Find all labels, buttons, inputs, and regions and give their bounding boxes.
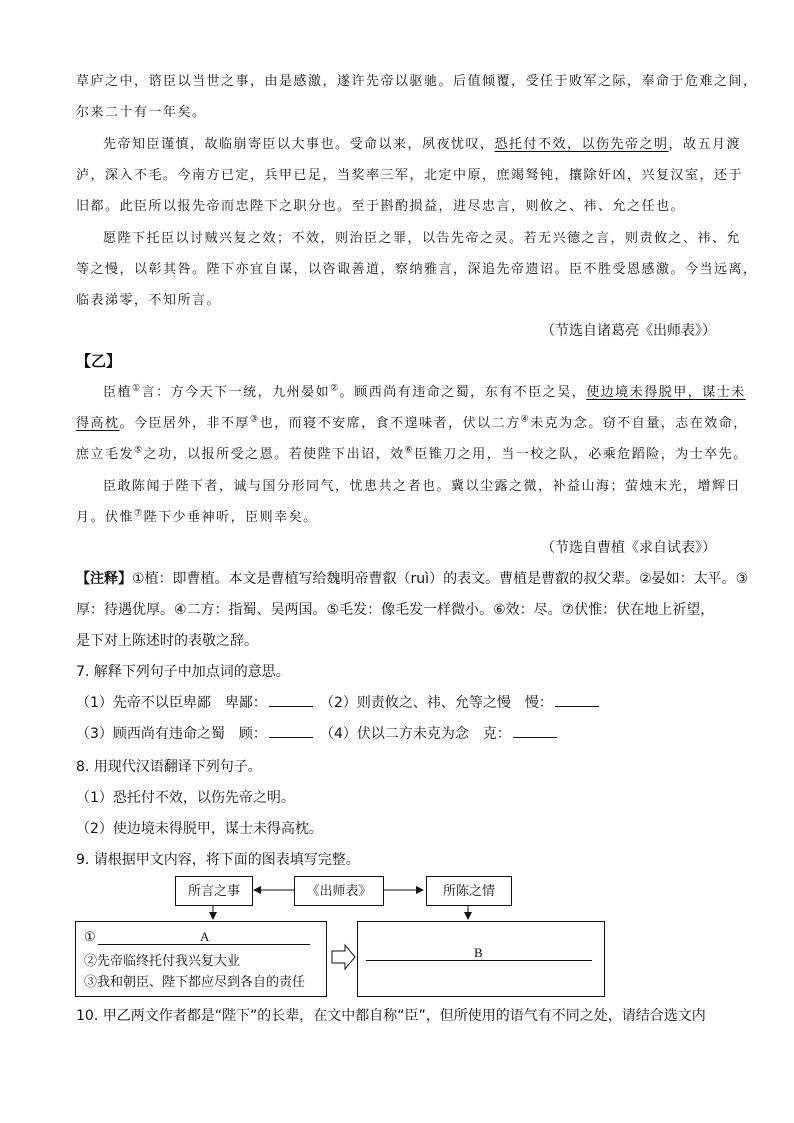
notes-text: ①植：即曹植。本文是曹植写给魏明帝曹叡（ruì）的表文。曹植是曹叡的叔父辈。②晏如：太平。③	[132, 571, 749, 587]
yi-text: 月。伏惟	[76, 510, 135, 525]
jia-line-8: 临表涕零，不知所言。	[76, 293, 222, 308]
yi-underlined-sentence: 使边境未得脱甲，谋士未	[586, 385, 746, 400]
yi-text: 之功，以报所受之恩。若使陛下出诏，效	[143, 447, 405, 462]
yi-underlined-sentence-end: 得高枕	[76, 416, 120, 431]
yi-text: 庶立毛发	[76, 447, 135, 462]
note-marker-2: ②	[330, 383, 340, 394]
q10-stem: 10. 甲乙两文作者都是“陛下”的长辈，在文中都自称“臣”，但所使用的语气有不同之处，请结合选文内	[76, 1008, 706, 1024]
q7-item-1-text: （1）先帝不以臣卑鄙 卑鄙：	[76, 695, 267, 711]
diagram-box-center: 《出师表》	[294, 876, 384, 906]
q7-stem: 7. 解释下列句子中加点词的意思。	[76, 664, 290, 680]
jia-line-3-tail: ，故五月渡	[668, 137, 742, 152]
notes-line-3: 是下对上陈述时的表敬之辞。	[76, 633, 258, 649]
note-marker-6: ⑥	[404, 445, 415, 456]
note-marker-3: ③	[250, 414, 260, 425]
jia-line-3-text: 先帝知臣谨慎，故临崩寄臣以大事也。受命以来，夙夜忧叹，	[103, 137, 495, 152]
jia-underlined-sentence: 恐托付不效，以伤先帝之明	[494, 137, 669, 152]
q7-item-2-text: （2）则责攸之、祎、允等之慢 慢：	[320, 695, 553, 711]
diagram-box-right: 所陈之情	[426, 876, 512, 906]
yi-heading: 【乙】	[76, 352, 122, 370]
yi-text: 陛下少垂神听，臣则幸矣。	[143, 510, 318, 525]
q8-stem: 8. 用现代汉语翻译下列句子。	[76, 759, 262, 775]
q9-stem: 9. 请根据甲文内容，将下面的图表填写完整。	[76, 852, 360, 868]
jia-line-4: 泸，深入不毛。今南方已定，兵甲已足，当奖率三军，北定中原，庶竭驽钝，攘除奸凶，兴复汉室，还于	[76, 168, 744, 183]
note-marker-4: ④	[520, 414, 531, 425]
blank-a-label: A	[200, 929, 210, 944]
yi-text: 。今臣居外，非不厚	[119, 416, 251, 431]
diagram-box-left: 所言之事	[175, 876, 253, 906]
q7-item-4-text: （4）伏以二方未克为念 克：	[320, 726, 511, 742]
jia-line-6: 愿陛下托臣以讨贼兴复之效；不效，则治臣之罪，以告先帝之灵。若无兴德之言，则责攸之、祎、允	[103, 231, 742, 246]
yi-source: （节选自曹植《求自试表》）	[541, 540, 716, 556]
notes-line-2: 厚：待遇优厚。④二方：指蜀、吴两国。⑤毛发：像毛发一样微小。⑥效：尽。⑦伏惟：伏在地上祈望，	[76, 602, 715, 618]
jia-line-1: 草庐之中，谘臣以当世之事，由是感激，遂许先帝以驱驰。后值倾覆，受任于败军之际，奉命于危难之间，	[76, 74, 758, 89]
yi-text: 臣植	[103, 385, 133, 400]
q7-item-3-text: （3）顾西尚有违命之蜀 顾：	[76, 726, 267, 742]
yi-text: 未克为念。窃不自量，志在效命，	[530, 416, 748, 431]
note-marker-1: ①	[132, 383, 142, 394]
yi-text: 。顾西尚有违命之蜀，东有不臣之吴，	[339, 385, 587, 400]
yi-text: 臣锥刀之用，当一校之队，必乘危蹈险，为士卒先。	[414, 447, 748, 462]
notes-label: 【注释】	[76, 571, 132, 587]
jia-line-7: 等之慢，以彰其咎。陛下亦宜自谋，以咨诹善道，察纳雅言，深追先帝遗诏。臣不胜受恩感激。今当远离，	[76, 262, 758, 277]
jia-line-2: 尔来二十有一年矣。	[76, 105, 207, 120]
jia-line-5: 旧都。此臣所以报先帝而忠陛下之职分也。至于斟酌损益，进尽忠言，则攸之、祎、允之任也。	[76, 199, 686, 214]
double-arrow-icon	[332, 945, 355, 969]
note-marker-5: ⑤	[134, 445, 144, 456]
yi-text: 也，而寝不安席，食不遑味者，伏以二方	[259, 416, 521, 431]
item-1-number: ①	[84, 929, 96, 944]
yi-line-4: 臣敢陈闻于陛下者，诚与国分形同气，忧患共之者也。冀以尘露之微，补益山海；萤烛末光，增辉日	[103, 479, 742, 494]
item-3-text: ③我和朝臣、陛下都应尽到各自的责任	[84, 974, 306, 989]
q8-item-1: （1）恐托付不效，以伤先帝之明。	[76, 790, 295, 806]
jia-source: （节选自诸葛亮《出师表》）	[541, 323, 716, 339]
note-marker-7: ⑦	[134, 508, 144, 519]
blank-b-label: B	[474, 945, 483, 960]
yi-text: 言：方今天下一统，九州晏如	[141, 385, 331, 400]
q8-item-2: （2）使边境未得脱甲，谋士未得高枕。	[76, 821, 323, 837]
item-2-text: ②先帝临终托付我兴复大业	[84, 953, 241, 968]
